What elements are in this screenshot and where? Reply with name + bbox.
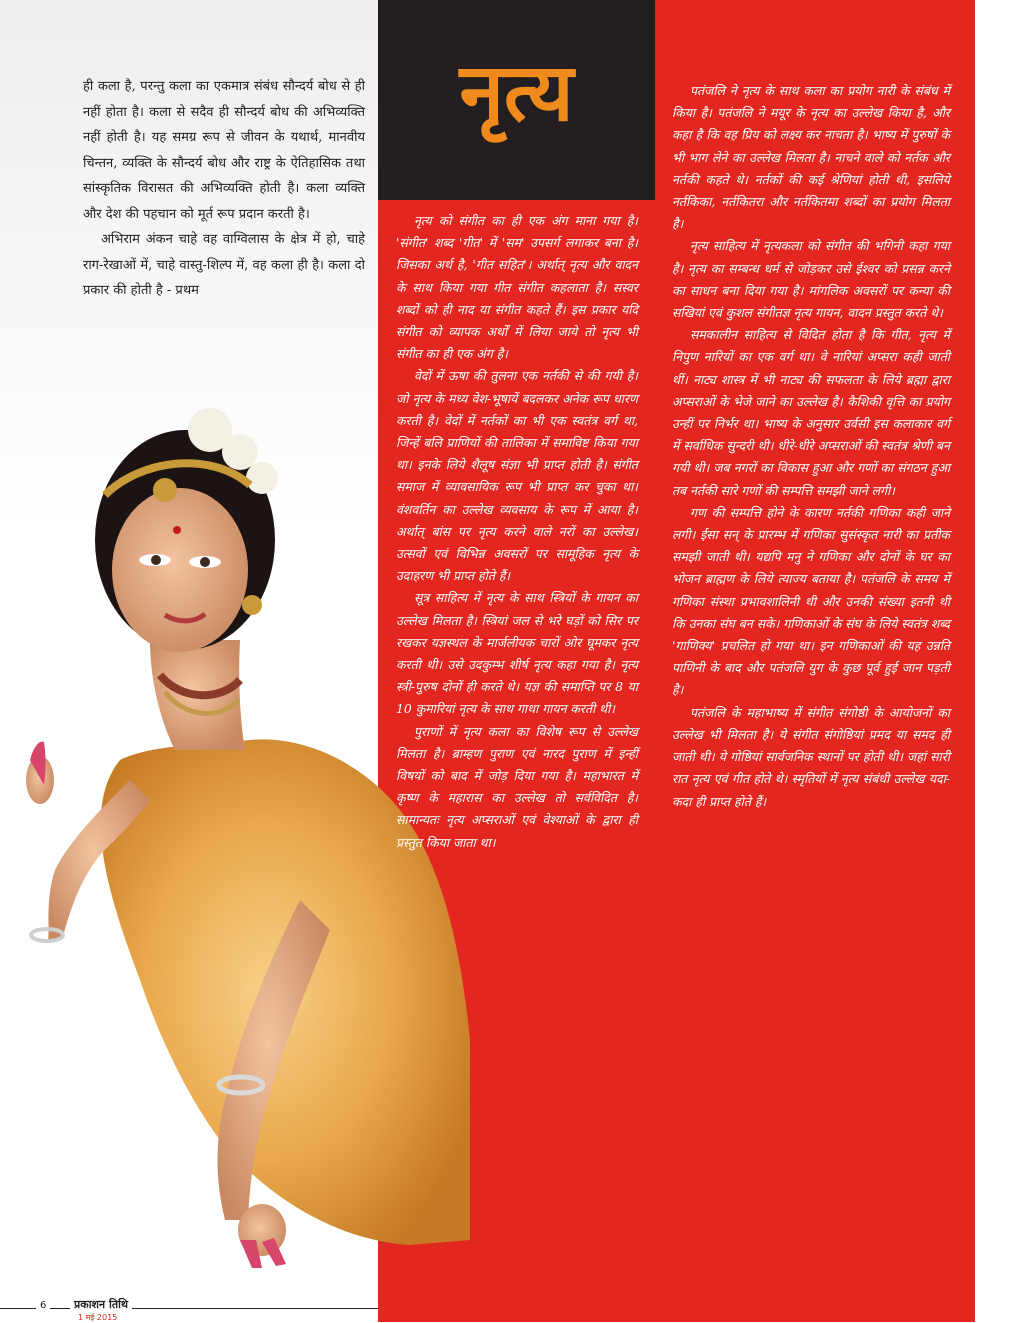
page-footer: [0, 1300, 378, 1322]
page-margin-strip: [975, 0, 1020, 1322]
footer-rule: [0, 1308, 378, 1309]
title-block: [378, 0, 655, 200]
publication-date: 1 मई 2015: [78, 1313, 118, 1322]
intro-paragraph: अभिराम अंकन चाहे वह वाग्विलास के क्षेत्र में हो, चाहे राग-रेखाओं में, चाहे वास्तु-शिल्प में, वह कला ही है। कला दो प्रकार की होती है - प्रथम: [83, 232, 365, 298]
middle-text-column: [396, 210, 638, 854]
article-title: नृत्य: [459, 46, 574, 139]
intro-text-column: [83, 74, 365, 304]
right-text-column: [672, 80, 950, 813]
right-paragraph: गण की सम्पत्ति होने के कारण नर्तकी गणिका कही जाने लगी। ईसा सन् के प्रारम्भ में गणिका सुसंस्कृत नारी का प्रतीक समझी जाती थी। यद्यपि मनु ने गणिका और दोनों के घर का भोजन ब्राह्मण के लिये त्याज्य बताया है। पतंजलि के समय में गणिका संस्था प्रभावशालिनी थी और उनकी संख्या इतनी थी कि उनका संघ बन सके। गणिकाओं के संघ के लिये स्वतंत्र शब्द 'गाणिक्य' प्रचलित हो गया था। इन गणिकाओं की यह उन्नति पाणिनी के बाद और पतंजलि युग के कुछ पूर्व हुई जान पड़ती है।: [672, 504, 950, 698]
right-paragraph: नृत्य साहित्य में नृत्यकला को संगीत की भगिनी कहा गया है। नृत्य का सम्बन्ध धर्म से जोड़कर उसे ईश्वर को प्रसन्न करने का साधन बना दिया गया है। मांगलिक अवसरों पर कन्या की सखियां एवं कुशल संगीतज्ञ नृत्य गायन, वादन प्रस्तुत करते थे।: [672, 238, 950, 321]
middle-paragraph: पुराणों में नृत्य कला का विशेष रूप से उल्लेख मिलता है। ब्राम्हण पुराण एवं नारद पुराण में इन्हीं विषयों को बाद में जोड़ दिया गया है। महाभारत में कृष्ण के महारास का उल्लेख तो सर्वविदित है। सामान्यतः नृत्य अप्सराओं एवं वेश्याओं के द्वारा ही प्रस्तुत किया जाता था।: [396, 723, 638, 850]
middle-paragraph: सूत्र साहित्य में नृत्य के साथ स्त्रियों के गायन का उल्लेख मिलता है। स्त्रियां जल से भरे घड़ों को सिर पर रखकर यज्ञस्थल के मार्जलीयक चारों ओर घूमकर नृत्य करती थी। उसे उदकुम्भ शीर्ष नृत्य कहा गया है। नृत्य स्त्री-पुरुष दोनों ही करते थे। यज्ञ की समाप्ति पर 8 या 10 कुमारियां नृत्य के साथ गाथा गायन करती थी।: [396, 590, 638, 717]
middle-paragraph: नृत्य को संगीत का ही एक अंग माना गया है। 'संगीत' शब्द 'गीत' में 'सम' उपसर्ग लगाकर बना है। जिसका अर्थ है, 'गीत सहित'। अर्थात् नृत्य और वादन के साथ किया गया गीत संगीत कहलाता है। सस्वर शब्दों को ही नाद या संगीत कहते हैं। इस प्रकार यदि संगीत को व्यापक अर्थों में लिया जाये तो नृत्य भी संगीत का ही एक अंग है।: [396, 213, 638, 362]
page-number: 6: [36, 1300, 50, 1311]
right-paragraph: समकालीन साहित्य से विदित होता है कि गीत, नृत्य में निपुण नारियों का एक वर्ग था। वे नारियां अप्सरा कही जाती थीं। नाट्य शास्त्र में भी नाट्य की सफलता के लिये ब्रह्मा द्वारा अप्सराओं के भेजे जाने का उल्लेख है। कैशिकी वृत्ति का प्रयोग उन्हीं पर निर्भर था। भाष्य के अनुसार उर्वसी इस कलाकार वर्ग में सर्वाधिक सुन्दरी थी। धीरे-धीरे अप्सराओं की स्वतंत्र श्रेणी बन गयी थी। जब नगरों का विकास हुआ और गणों का संगठन हुआ तब नर्तकी सारे गणों की सम्पत्ति समझी जाने लगी।: [672, 327, 950, 498]
middle-paragraph: वेदों में ऊषा की तुलना एक नर्तकी से की गयी है। जो नृत्य के मध्य वेश-भूषायें बदलकर अनेक रूप धारण करती है। वेदों में नर्तकों का भी एक स्वतंत्र वर्ग था, जिन्हें बलि प्राणियों की तालिका में समाविष्ट किया गया था। इनके लिये शैलूष संज्ञा भी प्राप्त होती है। संगीत समाज में व्यावसायिक रूप भी प्राप्त कर चुका था। वंशवर्तिन का उल्लेख व्यवसाय के रूप में आया है। अर्थात् बांस पर नृत्य करने वाले नरों का उल्लेख। उत्सवों एवं विभिन्न अवसरों पर सामूहिक नृत्य के उदाहरण भी प्राप्त होते हैं।: [396, 368, 638, 584]
right-paragraph: पतंजलि ने नृत्य के साथ कला का प्रयोग नारी के संबंध में किया है। पतंजलि ने मयूर के नृत्य का उल्लेख किया है, और कहा है कि वह प्रिय को लक्ष्य कर नाचता है। भाष्य में पुरुषों के भी भाग लेने का उल्लेख मिलता है। नाचने वाले को नर्तक और नर्तकी कहते थे। नर्तकों की कई श्रेणियां होती थी, इसलिये नर्तकिका, नर्तकितरा और नर्तकितमा शब्दों का प्रयोग मिलता है।: [672, 83, 950, 232]
intro-paragraph: ही कला है, परन्तु कला का एकमात्र संबंध सौन्दर्य बोध से ही नहीं होता है। कला से सदैव ही सौन्दर्य बोध की अभिव्यक्ति नहीं होती है। यह समग्र रूप से जीवन के यथार्थ, मानवीय चिन्तन, व्यक्ति के सौन्दर्य बोध और राष्ट्र के ऐतिहासिक तथा सांस्कृतिक विरासत की अभिव्यक्ति होती है। कला व्यक्ति और देश की पहचान को मूर्त रूप प्रदान करती है।: [83, 79, 365, 222]
right-paragraph: पतंजलि के महाभाष्य में संगीत संगोष्ठी के आयोजनों का उल्लेख भी मिलता है। ये संगीत संगोष्ठियां प्रमद या समद ही जाती थी। ये गोष्ठियां सार्वजनिक स्थानों पर होती थी। जहां सारी रात नृत्य एवं गीत होते थे। स्मृतियों में नृत्य संबंधी उल्लेख यदा-कदा ही प्राप्त होते हैं।: [672, 704, 950, 809]
publication-name: प्रकाशन तिथि: [70, 1297, 132, 1312]
